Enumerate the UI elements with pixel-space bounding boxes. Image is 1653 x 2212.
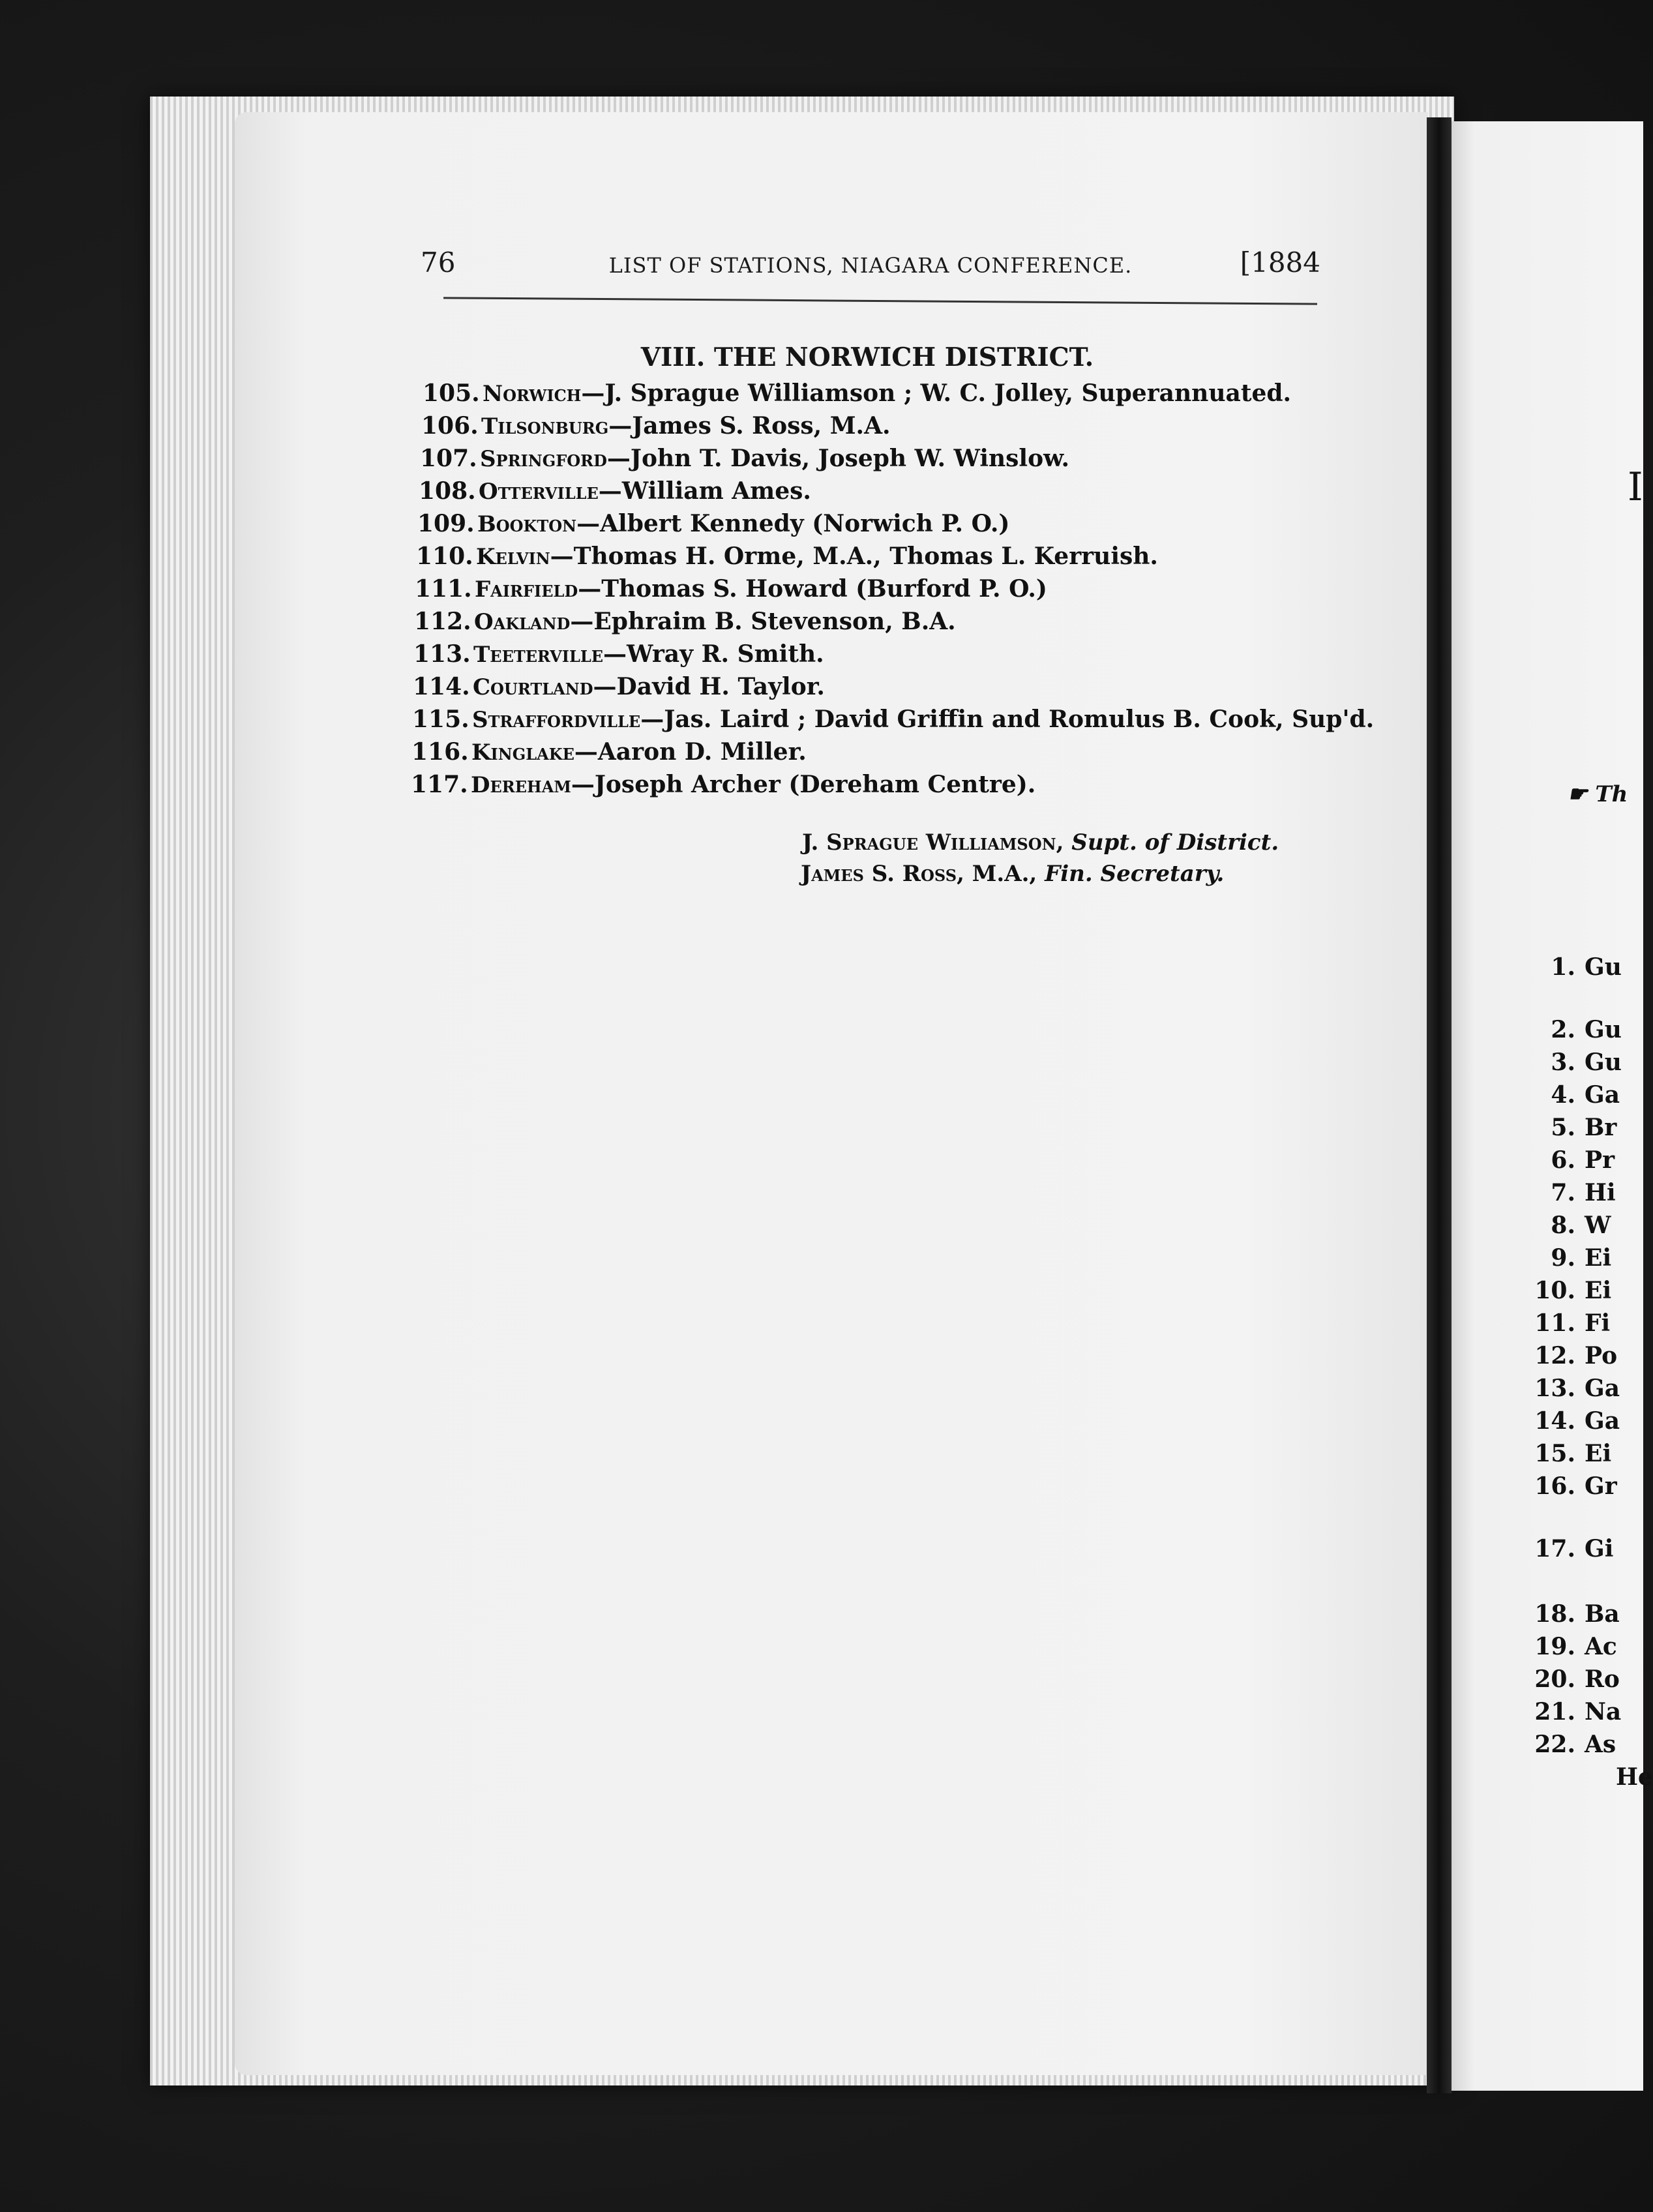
list-item xyxy=(1522,1212,1611,1239)
list-item xyxy=(1522,1277,1611,1304)
list-item-text: Na xyxy=(1585,1698,1622,1726)
list-item xyxy=(1522,1309,1610,1337)
list-item-number: 7. xyxy=(1551,1179,1575,1206)
list-item-text: Pr xyxy=(1585,1146,1615,1174)
station-details: —Ephraim B. Stevenson, B.A. xyxy=(570,608,956,635)
signature-name: J. Sprague Williamson xyxy=(802,830,1056,856)
list-item-number: 1. xyxy=(1551,953,1575,981)
list-item xyxy=(1522,1440,1611,1467)
right-page-heading-fragment: I xyxy=(1628,464,1643,510)
station-entry xyxy=(415,573,1376,605)
list-item-number: 22. xyxy=(1534,1731,1575,1758)
station-entry xyxy=(412,703,1376,736)
signature-role: Supt. of District. xyxy=(1071,830,1279,856)
list-item-text: Gi xyxy=(1585,1535,1614,1562)
list-item xyxy=(1522,1342,1617,1369)
list-item-number: 17. xyxy=(1534,1535,1575,1562)
station-name: Kelvin xyxy=(476,544,550,570)
station-entry xyxy=(414,605,1376,638)
station-list xyxy=(411,377,1376,801)
pointing-hand-icon: ☛ xyxy=(1568,781,1588,807)
list-item xyxy=(1522,953,1622,981)
list-item xyxy=(1522,1472,1617,1500)
list-item-number: 18. xyxy=(1534,1600,1575,1628)
station-number: 109. xyxy=(417,510,475,537)
list-item-text: Ro xyxy=(1585,1666,1620,1693)
station-number: 113. xyxy=(413,640,471,668)
list-item-number: 15. xyxy=(1534,1440,1575,1467)
book-gutter xyxy=(1427,117,1452,2093)
list-item-number: 12. xyxy=(1534,1342,1575,1369)
list-item-text: Gr xyxy=(1585,1472,1617,1500)
station-name: Oakland xyxy=(474,609,571,635)
list-item-text: Ga xyxy=(1585,1081,1620,1109)
running-head-year: [1884 xyxy=(1240,247,1320,278)
list-item-number: 9. xyxy=(1551,1244,1575,1272)
station-details: —Aaron D. Miller. xyxy=(574,738,807,766)
list-item xyxy=(1522,1375,1620,1402)
station-entry xyxy=(413,638,1376,670)
station-details: —Thomas S. Howard (Burford P. O.) xyxy=(578,575,1047,603)
note-fragment: Th xyxy=(1595,781,1628,807)
list-item-number: 3. xyxy=(1551,1049,1575,1076)
station-number: 108. xyxy=(419,477,476,505)
station-details: —Wray R. Smith. xyxy=(603,640,824,668)
station-entry xyxy=(417,507,1376,540)
station-name: Fairfield xyxy=(475,576,578,603)
list-item-number: 13. xyxy=(1534,1375,1575,1402)
station-name: Bookton xyxy=(477,511,577,537)
list-item-text: As xyxy=(1585,1731,1616,1758)
station-number: 106. xyxy=(421,412,479,440)
station-name: Kinglake xyxy=(471,740,574,766)
list-item-text: Fi xyxy=(1585,1309,1611,1337)
list-item-text: Ga xyxy=(1585,1375,1620,1402)
list-item-number: 8. xyxy=(1551,1212,1575,1239)
list-item-text: Gu xyxy=(1585,1016,1622,1043)
station-name: Tilsonburg xyxy=(481,413,609,440)
list-item-number: 19. xyxy=(1534,1633,1575,1660)
station-number: 107. xyxy=(420,445,477,472)
list-item xyxy=(1522,1081,1620,1109)
station-entry xyxy=(413,670,1376,703)
station-number: 117. xyxy=(411,771,468,798)
list-item xyxy=(1522,1407,1620,1435)
station-name: Teeterville xyxy=(473,642,604,668)
list-item-number: 20. xyxy=(1534,1666,1575,1693)
list-item-number: 11. xyxy=(1534,1309,1575,1337)
list-item xyxy=(1522,1016,1622,1043)
station-number: 112. xyxy=(414,608,471,635)
signature-role: Fin. Secretary. xyxy=(1045,861,1225,887)
list-item xyxy=(1522,1666,1620,1693)
list-item-number: 2. xyxy=(1551,1016,1575,1043)
signature-superintendent xyxy=(802,830,1389,856)
list-item-number: 6. xyxy=(1551,1146,1575,1174)
station-entry xyxy=(423,377,1376,410)
running-head-title: LIST OF STATIONS, NIAGARA CONFERENCE. xyxy=(608,253,1133,278)
page-number: 76 xyxy=(421,247,456,278)
list-item xyxy=(1522,1146,1615,1174)
station-details: —William Ames. xyxy=(598,477,811,505)
list-item-text: Gu xyxy=(1585,1049,1622,1076)
station-number: 114. xyxy=(413,673,470,700)
list-item-text: Ei xyxy=(1585,1244,1612,1272)
station-number: 105. xyxy=(423,380,480,407)
station-details: —J. Sprague Williamson ; W. C. Jolley, Superannuated. xyxy=(581,380,1292,407)
list-item-text: Ba xyxy=(1585,1600,1620,1628)
list-item-text: Ac xyxy=(1585,1633,1617,1660)
station-details: —James S. Ross, M.A. xyxy=(608,412,891,440)
station-number: 116. xyxy=(411,738,469,766)
station-entry xyxy=(421,410,1376,442)
station-name: Dereham xyxy=(471,772,571,798)
running-head xyxy=(421,247,1320,286)
station-details: —Jas. Laird ; David Griffin and Romulus B. Cook, Sup'd. xyxy=(640,706,1375,733)
list-item-number: 16. xyxy=(1534,1472,1575,1500)
list-item xyxy=(1522,1244,1611,1272)
list-item-number: 4. xyxy=(1551,1081,1575,1109)
station-name: Otterville xyxy=(479,479,599,505)
station-name: Straffordville xyxy=(472,707,641,733)
list-item xyxy=(1522,1633,1617,1660)
station-name: Norwich xyxy=(483,381,582,407)
station-name: Courtland xyxy=(473,674,593,700)
list-item-text: Br xyxy=(1585,1114,1617,1141)
list-item-text: Ei xyxy=(1585,1277,1612,1304)
signature-separator: , M.A., xyxy=(957,861,1045,887)
list-item-text: Gu xyxy=(1585,953,1622,981)
station-name: Springford xyxy=(480,446,607,472)
list-item-continuation: He xyxy=(1616,1763,1653,1791)
list-item xyxy=(1522,1731,1616,1758)
right-page-note xyxy=(1568,781,1628,807)
station-entry xyxy=(411,768,1376,801)
list-item-number: 14. xyxy=(1534,1407,1575,1435)
signature-name: James S. Ross xyxy=(801,861,957,887)
list-item xyxy=(1522,1179,1616,1206)
list-item-text: Hi xyxy=(1585,1179,1616,1206)
list-item xyxy=(1522,1698,1621,1726)
list-item-text: Ei xyxy=(1585,1440,1612,1467)
station-details: —John T. Davis, Joseph W. Winslow. xyxy=(606,445,1070,472)
station-number: 110. xyxy=(416,543,473,570)
list-item-number: 21. xyxy=(1534,1698,1575,1726)
station-entry xyxy=(420,442,1376,475)
station-details: —Thomas H. Orme, M.A., Thomas L. Kerruish. xyxy=(550,543,1158,570)
station-entry xyxy=(411,736,1376,768)
list-item xyxy=(1522,1049,1622,1076)
list-item-text: W xyxy=(1585,1212,1611,1239)
station-entry xyxy=(419,475,1376,507)
district-heading: VIII. THE NORWICH DISTRICT. xyxy=(640,342,1094,372)
list-item xyxy=(1522,1535,1613,1562)
station-entry xyxy=(416,540,1376,573)
station-details: —Joseph Archer (Dereham Centre). xyxy=(571,771,1036,798)
station-details: —David H. Taylor. xyxy=(593,673,825,700)
station-number: 111. xyxy=(415,575,472,603)
station-number: 115. xyxy=(412,706,469,733)
signature-separator: , xyxy=(1056,830,1072,856)
list-item-text: Po xyxy=(1585,1342,1618,1369)
list-item-text: Ga xyxy=(1585,1407,1620,1435)
list-item xyxy=(1522,1114,1616,1141)
signature-secretary xyxy=(801,861,1388,887)
list-item-number: 10. xyxy=(1534,1277,1575,1304)
list-item-number: 5. xyxy=(1551,1114,1575,1141)
station-details: —Albert Kennedy (Norwich P. O.) xyxy=(576,510,1010,537)
list-item xyxy=(1522,1600,1620,1628)
